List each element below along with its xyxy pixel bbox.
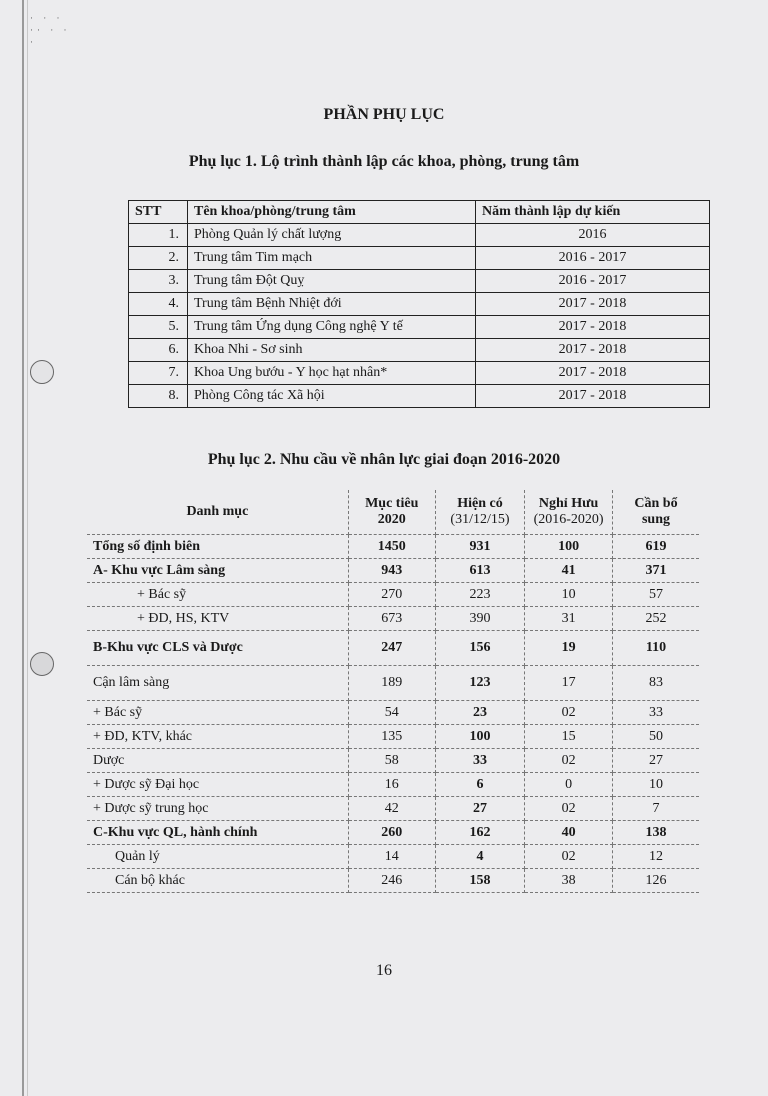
cell-year: 2016 - 2017 <box>476 247 710 270</box>
col-header-retire-line1: Nghỉ Hưu <box>538 496 599 511</box>
cell-name: Khoa Nhi - Sơ sinh <box>188 339 476 362</box>
page-number: 16 <box>376 962 392 979</box>
col-header-name: Tên khoa/phòng/trung tâm <box>188 201 476 224</box>
cell-name: Khoa Ung bướu - Y học hạt nhân* <box>188 362 476 385</box>
cell-name: Trung tâm Bệnh Nhiệt đới <box>188 293 476 316</box>
table-row <box>87 666 699 701</box>
cell-target: 246 <box>348 869 435 893</box>
cell-target: 16 <box>348 773 435 797</box>
table-row <box>129 224 710 247</box>
cell-category: A- Khu vực Lâm sàng <box>87 559 348 583</box>
cell-need: 10 <box>612 773 699 797</box>
cell-retire: 31 <box>525 607 613 631</box>
cell-need: 12 <box>612 845 699 869</box>
cell-target: 189 <box>348 666 435 701</box>
table-row <box>87 749 699 773</box>
cell-category: B-Khu vực CLS và Dược <box>87 631 348 666</box>
table-row <box>87 821 699 845</box>
cell-need: 50 <box>612 725 699 749</box>
cell-stt: 5. <box>129 316 188 339</box>
cell-current: 100 <box>435 725 524 749</box>
cell-current: 156 <box>435 631 524 666</box>
cell-target: 58 <box>348 749 435 773</box>
cell-current: 162 <box>435 821 524 845</box>
cell-current: 223 <box>435 583 524 607</box>
cell-retire: 41 <box>525 559 613 583</box>
cell-category: + Dược sỹ Đại học <box>87 773 348 797</box>
col-header-current-line2: (31/12/15) <box>450 512 510 527</box>
cell-target: 135 <box>348 725 435 749</box>
table-row <box>129 316 710 339</box>
table-row <box>87 535 699 559</box>
cell-name: Trung tâm Tim mạch <box>188 247 476 270</box>
cell-name: Trung tâm Đột Quỵ <box>188 270 476 293</box>
cell-need: 33 <box>612 701 699 725</box>
cell-category: Dược <box>87 749 348 773</box>
col-header-target-line2: 2020 <box>377 512 406 527</box>
cell-current: 390 <box>435 607 524 631</box>
col-header-need: Cần bổ sung <box>612 490 699 535</box>
cell-current: 123 <box>435 666 524 701</box>
cell-target: 42 <box>348 797 435 821</box>
table-row <box>129 270 710 293</box>
appendix2-title: Phụ lục 2. Nhu cầu về nhân lực giai đoạn 2016-2020 <box>207 451 561 468</box>
col-header-current-line1: Hiện có <box>457 496 503 511</box>
cell-need: 110 <box>612 631 699 666</box>
table-row <box>129 385 710 408</box>
table-row <box>87 559 699 583</box>
cell-stt: 3. <box>129 270 188 293</box>
cell-target: 14 <box>348 845 435 869</box>
cell-current: 33 <box>435 749 524 773</box>
cell-retire: 02 <box>525 797 613 821</box>
appendix2-header-row <box>87 490 699 535</box>
punch-hole-bottom <box>30 652 54 676</box>
cell-target: 54 <box>348 701 435 725</box>
col-header-retire-line2: (2016-2020) <box>533 512 604 527</box>
cell-category: + Bác sỹ <box>87 701 348 725</box>
cell-target: 260 <box>348 821 435 845</box>
cell-target: 943 <box>348 559 435 583</box>
cell-stt: 1. <box>129 224 188 247</box>
col-header-target-line1: Mục tiêu <box>365 496 419 511</box>
table-row <box>87 725 699 749</box>
cell-retire: 0 <box>525 773 613 797</box>
cell-year: 2017 - 2018 <box>476 339 710 362</box>
cell-current: 27 <box>435 797 524 821</box>
appendix1-table <box>128 200 710 408</box>
table-row <box>87 607 699 631</box>
cell-need: 83 <box>612 666 699 701</box>
col-header-stt: STT <box>129 201 188 224</box>
cell-need: 138 <box>612 821 699 845</box>
appendix1-header-row <box>129 201 710 224</box>
table-row <box>87 797 699 821</box>
scan-specks: · · · ·· · · · <box>30 13 71 47</box>
cell-stt: 8. <box>129 385 188 408</box>
cell-retire: 19 <box>525 631 613 666</box>
cell-need: 126 <box>612 869 699 893</box>
table-row <box>87 845 699 869</box>
cell-name: Phòng Công tác Xã hội <box>188 385 476 408</box>
cell-category: Cận lâm sàng <box>87 666 348 701</box>
cell-name: Phòng Quản lý chất lượng <box>188 224 476 247</box>
cell-stt: 6. <box>129 339 188 362</box>
appendix1-title: Phụ lục 1. Lộ trình thành lập các khoa, phòng, trung tâm <box>188 153 580 170</box>
cell-retire: 02 <box>525 845 613 869</box>
col-header-target <box>348 490 435 535</box>
table-row <box>129 339 710 362</box>
punch-hole-top <box>30 360 54 384</box>
cell-category: Tổng số định biên <box>87 535 348 559</box>
table-row <box>87 773 699 797</box>
cell-name: Trung tâm Ứng dụng Công nghệ Y tế <box>188 316 476 339</box>
cell-need: 619 <box>612 535 699 559</box>
cell-current: 158 <box>435 869 524 893</box>
section-title: PHẦN PHỤ LỤC <box>323 106 445 123</box>
cell-target: 1450 <box>348 535 435 559</box>
cell-retire: 02 <box>525 749 613 773</box>
cell-current: 613 <box>435 559 524 583</box>
cell-need: 252 <box>612 607 699 631</box>
cell-target: 247 <box>348 631 435 666</box>
table-row <box>129 247 710 270</box>
cell-stt: 2. <box>129 247 188 270</box>
cell-need: 7 <box>612 797 699 821</box>
cell-retire: 100 <box>525 535 613 559</box>
cell-year: 2017 - 2018 <box>476 293 710 316</box>
table-row <box>129 362 710 385</box>
cell-current: 6 <box>435 773 524 797</box>
col-header-current <box>435 490 524 535</box>
table-row <box>87 869 699 893</box>
cell-year: 2017 - 2018 <box>476 362 710 385</box>
col-header-year: Năm thành lập dự kiến <box>476 201 710 224</box>
cell-year: 2017 - 2018 <box>476 316 710 339</box>
col-header-category: Danh mục <box>87 490 348 535</box>
cell-retire: 38 <box>525 869 613 893</box>
cell-current: 931 <box>435 535 524 559</box>
cell-retire: 02 <box>525 701 613 725</box>
cell-need: 57 <box>612 583 699 607</box>
cell-need: 371 <box>612 559 699 583</box>
col-header-retire <box>525 490 613 535</box>
cell-category: C-Khu vực QL, hành chính <box>87 821 348 845</box>
cell-retire: 40 <box>525 821 613 845</box>
cell-stt: 7. <box>129 362 188 385</box>
cell-category: + ĐD, KTV, khác <box>87 725 348 749</box>
cell-need: 27 <box>612 749 699 773</box>
cell-stt: 4. <box>129 293 188 316</box>
cell-retire: 10 <box>525 583 613 607</box>
cell-category: + ĐD, HS, KTV <box>87 607 348 631</box>
cell-current: 23 <box>435 701 524 725</box>
appendix2-table <box>87 490 699 893</box>
cell-year: 2016 <box>476 224 710 247</box>
cell-category: Quản lý <box>87 845 348 869</box>
cell-current: 4 <box>435 845 524 869</box>
cell-category: + Bác sỹ <box>87 583 348 607</box>
table-row <box>87 583 699 607</box>
cell-category: + Dược sỹ trung học <box>87 797 348 821</box>
cell-year: 2016 - 2017 <box>476 270 710 293</box>
table-row <box>87 631 699 666</box>
cell-retire: 15 <box>525 725 613 749</box>
cell-category: Cán bộ khác <box>87 869 348 893</box>
table-row <box>87 701 699 725</box>
cell-year: 2017 - 2018 <box>476 385 710 408</box>
cell-target: 673 <box>348 607 435 631</box>
cell-target: 270 <box>348 583 435 607</box>
table-row <box>129 293 710 316</box>
cell-retire: 17 <box>525 666 613 701</box>
